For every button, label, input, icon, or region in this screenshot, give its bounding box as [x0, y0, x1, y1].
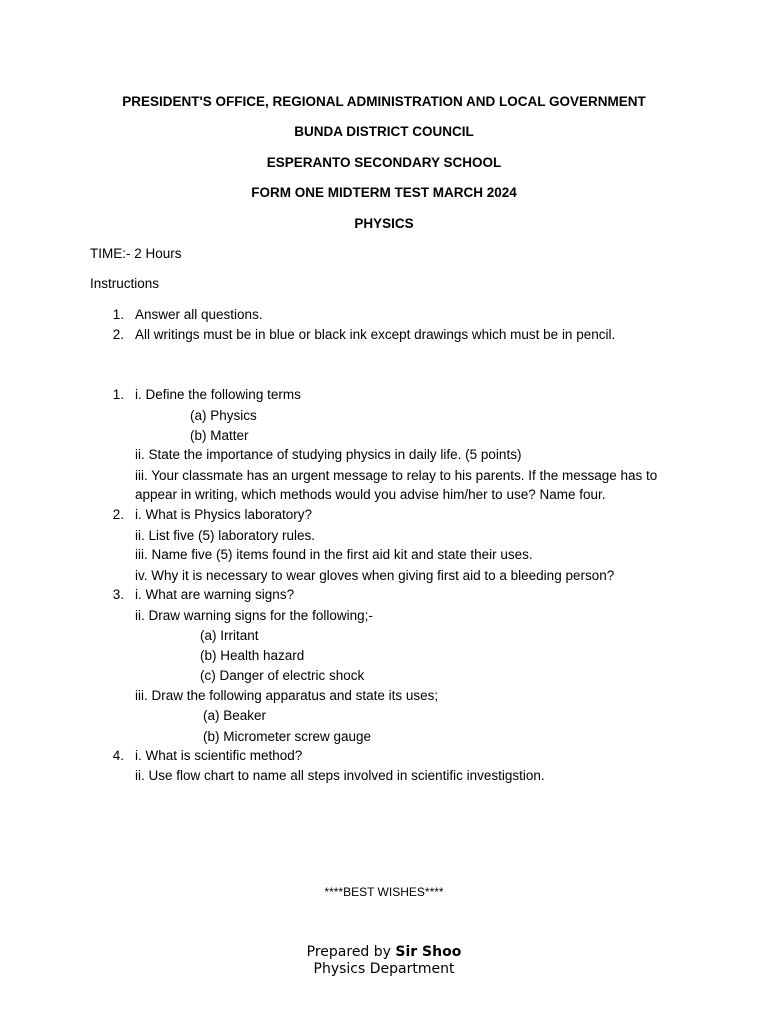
- question-number: 1.: [112, 387, 124, 402]
- time-allowed: TIME:- 2 Hours: [90, 246, 182, 261]
- prepared-by-label: Prepared by: [306, 944, 396, 960]
- question-text: iv. Why it is necessary to wear gloves when giving first aid to a bleeding person?: [135, 568, 615, 583]
- question-subitem: (b) Health hazard: [200, 648, 305, 663]
- header-test-title: FORM ONE MIDTERM TEST MARCH 2024: [251, 185, 517, 200]
- subject-title: PHYSICS: [354, 216, 414, 231]
- header-school: ESPERANTO SECONDARY SCHOOL: [266, 155, 502, 170]
- question-subitem: (b) Micrometer screw gauge: [203, 729, 372, 744]
- header-council: BUNDA DISTRICT COUNCIL: [294, 124, 474, 139]
- question-text: ii. Draw warning signs for the following;-: [135, 608, 373, 623]
- instruction-text: All writings must be in blue or black ink except drawings which must be in pencil.: [135, 327, 616, 342]
- question-text: iii. Name five (5) items found in the first aid kit and state their uses.: [135, 547, 533, 562]
- question-text: ii. Use flow chart to name all steps involved in scientific investigstion.: [135, 768, 545, 783]
- question-text: appear in writing, which methods would you advise him/her to use? Name four.: [135, 487, 606, 502]
- department: Physics Department: [313, 961, 455, 977]
- prepared-by: [0, 943, 768, 961]
- question-subitem: (a) Irritant: [200, 628, 259, 643]
- best-wishes: ****BEST WISHES****: [324, 885, 444, 899]
- instructions-heading: Instructions: [90, 276, 160, 291]
- author-name: Sir Shoo: [395, 944, 462, 960]
- question-number: 4.: [112, 748, 124, 763]
- question-text: iii. Your classmate has an urgent message to relay to his parents. If the message has to: [135, 468, 658, 483]
- question-text: i. What is Physics laboratory?: [135, 507, 313, 522]
- question-subitem: (b) Matter: [190, 428, 249, 443]
- instruction-text: Answer all questions.: [135, 307, 263, 322]
- instruction-number: 1.: [112, 307, 124, 322]
- question-subitem: (a) Physics: [190, 408, 257, 423]
- question-subitem: (a) Beaker: [203, 708, 267, 723]
- header-authority: PRESIDENT'S OFFICE, REGIONAL ADMINISTRATION AND LOCAL GOVERNMENT: [122, 94, 646, 109]
- question-subitem: (c) Danger of electric shock: [200, 668, 365, 683]
- question-number: 3.: [112, 587, 124, 602]
- question-number: 2.: [112, 507, 124, 522]
- question-text: ii. State the importance of studying physics in daily life. (5 points): [135, 447, 522, 462]
- question-text: i. What is scientific method?: [135, 748, 303, 763]
- question-text: ii. List five (5) laboratory rules.: [135, 528, 316, 543]
- question-text: i. What are warning signs?: [135, 587, 295, 602]
- instruction-number: 2.: [112, 327, 124, 342]
- question-text: i. Define the following terms: [135, 387, 301, 402]
- question-text: iii. Draw the following apparatus and state its uses;: [135, 688, 439, 703]
